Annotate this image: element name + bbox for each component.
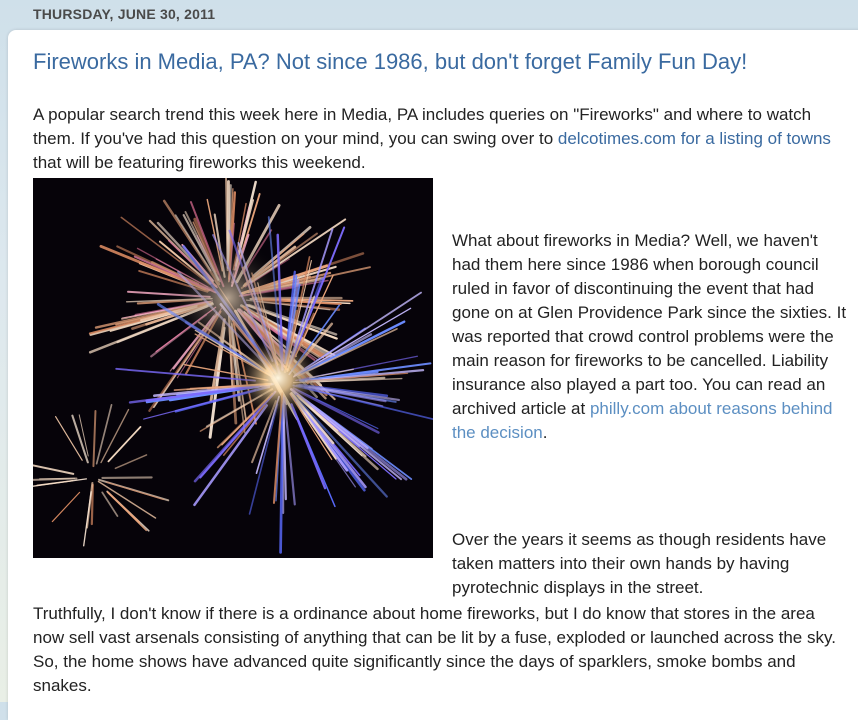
ordinance-paragraph: Truthfully, I don't know if there is a ordinance about home fireworks, but I do know that stores in the area now sell vast arsenals consisting of anything that can be lit by a fuse, exploded or launched across the sky. So, the home shows have advanced quite significantly since the days of sparklers, smoke bombs and snakes. <box>33 602 848 698</box>
intro-text-end: that will be featuring fireworks this weekend. <box>33 153 366 172</box>
delcotimes-link[interactable]: delcotimes.com for a listing of towns <box>558 129 831 148</box>
intro-paragraph <box>33 103 848 175</box>
fireworks-photo[interactable] <box>33 178 433 558</box>
history-paragraph <box>452 229 847 445</box>
philly-link[interactable]: philly.com about reasons behind the decision <box>452 399 833 442</box>
residents-paragraph: Over the years it seems as though residents have taken matters into their own hands by having pyrotechnic displays in the street. <box>452 528 847 600</box>
intro-text-start: A popular search trend this week here in Media, PA includes queries on "Fireworks" and where to watch them. If you've had this question on your mind, you can swing over to <box>33 105 811 148</box>
history-text-end: . <box>543 423 548 442</box>
date-bar <box>0 0 858 30</box>
history-text: What about fireworks in Media? Well, we haven't had them here since 1986 when borough council ruled in favor of discontinuing the event that had gone on at Glen Providence Park since the sixties. It was reported that crowd control problems were the main reason for fireworks to be cancelled. Liability insurance also played a part too. You can read an archived article at <box>452 231 846 418</box>
post-title-link[interactable]: Fireworks in Media, PA? Not since 1986, but don't forget Family Fun Day! <box>33 49 833 75</box>
post-date: THURSDAY, JUNE 30, 2011 <box>33 6 215 22</box>
fireworks-icon <box>33 178 433 558</box>
